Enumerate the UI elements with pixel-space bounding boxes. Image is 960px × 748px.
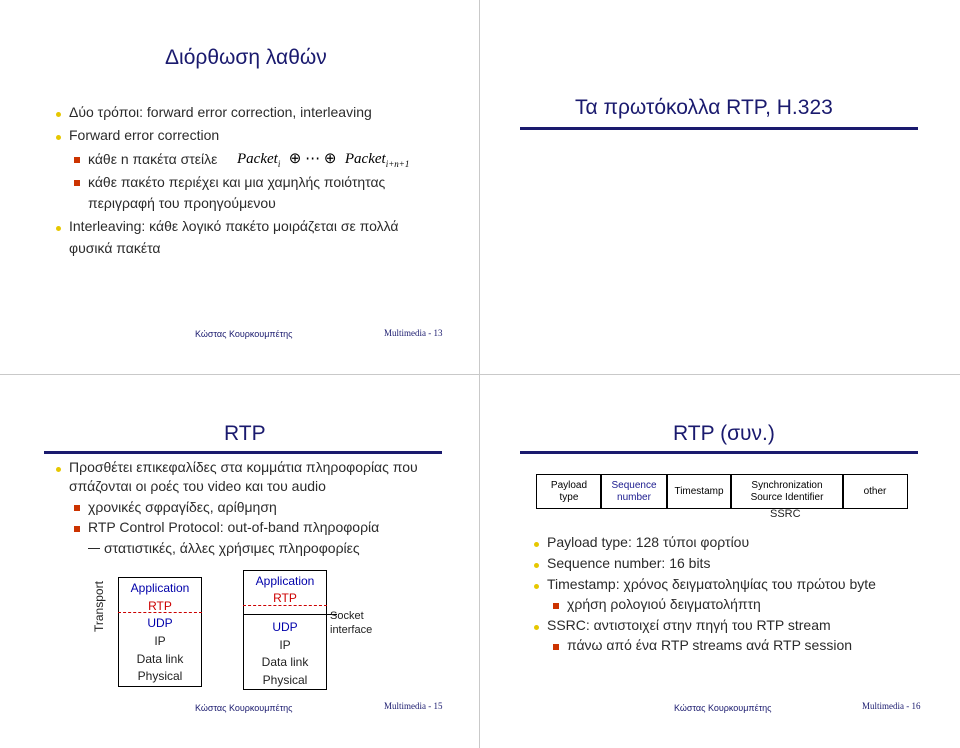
bullet-text: σπάζονται οι ροές του video και του audio — [69, 478, 326, 494]
bullet-dot-icon — [56, 467, 61, 472]
header-field-payload-type — [536, 474, 602, 509]
square-bullet-icon — [74, 157, 80, 163]
square-bullet-icon — [74, 526, 80, 532]
footer-author: Κώστας Κουρκουμπέτης — [195, 703, 293, 713]
protocol-stack-left — [118, 577, 202, 687]
field-label: Source Identifier — [750, 491, 824, 503]
header-field-timestamp — [666, 474, 732, 509]
bullet-text: Interleaving: κάθε λογικό πακέτο μοιράζεται σε πολλά — [69, 218, 399, 234]
stack-layer-ip: IP — [154, 634, 166, 648]
header-field-sequence-number — [600, 474, 668, 509]
stack-layer-physical: Physical — [137, 669, 183, 683]
bullet-dot-icon — [534, 563, 539, 568]
footer-page: Multimedia - 15 — [384, 701, 443, 711]
slide-title: Τα πρωτόκολλα RTP, H.323 — [575, 96, 833, 119]
stack-layer-udp: UDP — [272, 620, 298, 634]
rtp-boundary-line — [243, 605, 327, 606]
bullet-text: SSRC: αντιστοιχεί στην πηγή του RTP stream — [547, 617, 831, 633]
stack-layer-physical: Physical — [262, 673, 308, 687]
socket-label: interface — [330, 624, 373, 636]
formula-subscript: i — [277, 159, 281, 169]
square-bullet-icon — [553, 644, 559, 650]
bullet-dot-icon — [56, 112, 61, 117]
bullet-text: Sequence number: 16 bits — [547, 555, 711, 571]
fec-formula — [237, 149, 409, 168]
bullet-dot-icon — [534, 542, 539, 547]
rtp-boundary-line — [118, 612, 202, 613]
sub-bullet-text: περιγραφή του προηγούμενου — [88, 195, 276, 211]
formula-packet: Packet — [344, 151, 386, 167]
transport-label: Transport — [92, 581, 106, 632]
bullet-dot-icon — [534, 625, 539, 630]
field-label: other — [863, 485, 887, 497]
sub-bullet-text: χρονικές σφραγίδες, αρίθμηση — [88, 499, 277, 515]
field-label: Payload — [550, 479, 588, 491]
stack-layer-datalink: Data link — [136, 652, 184, 666]
dash-bullet-icon — [88, 548, 100, 549]
square-bullet-icon — [74, 180, 80, 186]
stack-layer-ip: IP — [279, 638, 291, 652]
square-bullet-icon — [553, 603, 559, 609]
dash-bullet-text: στατιστικές, άλλες χρήσιμες πληροφορίες — [104, 540, 360, 556]
bullet-text: Δύο τρόποι: forward error correction, interleaving — [69, 104, 372, 120]
footer-author: Κώστας Κουρκουμπέτης — [195, 329, 293, 339]
header-field-ssrc — [730, 474, 844, 509]
slide-title: RTP — [224, 422, 266, 445]
stack-layer-udp: UDP — [147, 616, 173, 630]
stack-layer-rtp: RTP — [273, 591, 297, 605]
bullet-text: φυσικά πακέτα — [69, 240, 161, 256]
field-label: type — [559, 491, 579, 503]
title-underline — [44, 451, 442, 454]
bullet-text: Timestamp: χρόνος δειγματοληψίας του πρώτου byte — [547, 576, 876, 592]
horizontal-divider — [0, 374, 960, 375]
socket-line — [243, 614, 327, 615]
sub-bullet-text: πάνω από ένα RTP streams ανά RTP session — [567, 637, 853, 653]
field-label: Synchronization — [751, 479, 823, 491]
bullet-text: Forward error correction — [69, 127, 220, 143]
title-underline — [520, 127, 918, 130]
formula-subscript: i+n+1 — [385, 159, 410, 169]
bullet-text: Payload type: 128 τύποι φορτίου — [547, 534, 750, 550]
square-bullet-icon — [74, 505, 80, 511]
stack-layer-datalink: Data link — [261, 655, 309, 669]
bullet-dot-icon — [56, 226, 61, 231]
stack-layer-application: Application — [130, 581, 190, 595]
slide-title: RTP (συν.) — [673, 422, 775, 445]
slide-title: Διόρθωση λαθών — [165, 46, 327, 69]
sub-bullet-text: χρήση ρολογιού δειγματολήπτη — [567, 596, 761, 612]
footer-page: Multimedia - 16 — [862, 701, 921, 711]
formula-operators: ⊕ ⋯ ⊕ — [288, 151, 337, 167]
field-label: number — [617, 491, 651, 503]
field-label: Sequence — [611, 479, 657, 491]
bullet-text: Προσθέτει επικεφαλίδες στα κομμάτια πληροφορίας που — [69, 459, 418, 475]
footer-page: Multimedia - 13 — [384, 328, 443, 338]
protocol-stack-right — [243, 570, 327, 690]
ssrc-label: SSRC — [770, 508, 801, 520]
footer-author: Κώστας Κουρκουμπέτης — [674, 703, 772, 713]
sub-bullet-text: κάθε n πακέτα στείλε — [88, 151, 218, 167]
stack-layer-application: Application — [255, 574, 315, 588]
socket-label: Socket — [330, 610, 364, 622]
bullet-dot-icon — [534, 584, 539, 589]
header-field-other — [842, 474, 908, 509]
title-underline — [520, 451, 918, 454]
sub-bullet-text: κάθε πακέτο περιέχει και μια χαμηλής ποιότητας — [88, 174, 386, 190]
stack-layer-rtp: RTP — [148, 599, 172, 613]
field-label: Timestamp — [674, 485, 724, 497]
bullet-dot-icon — [56, 135, 61, 140]
formula-packet: Packet — [237, 151, 278, 167]
sub-bullet-text: RTP Control Protocol: out-of-band πληροφορία — [88, 519, 380, 535]
